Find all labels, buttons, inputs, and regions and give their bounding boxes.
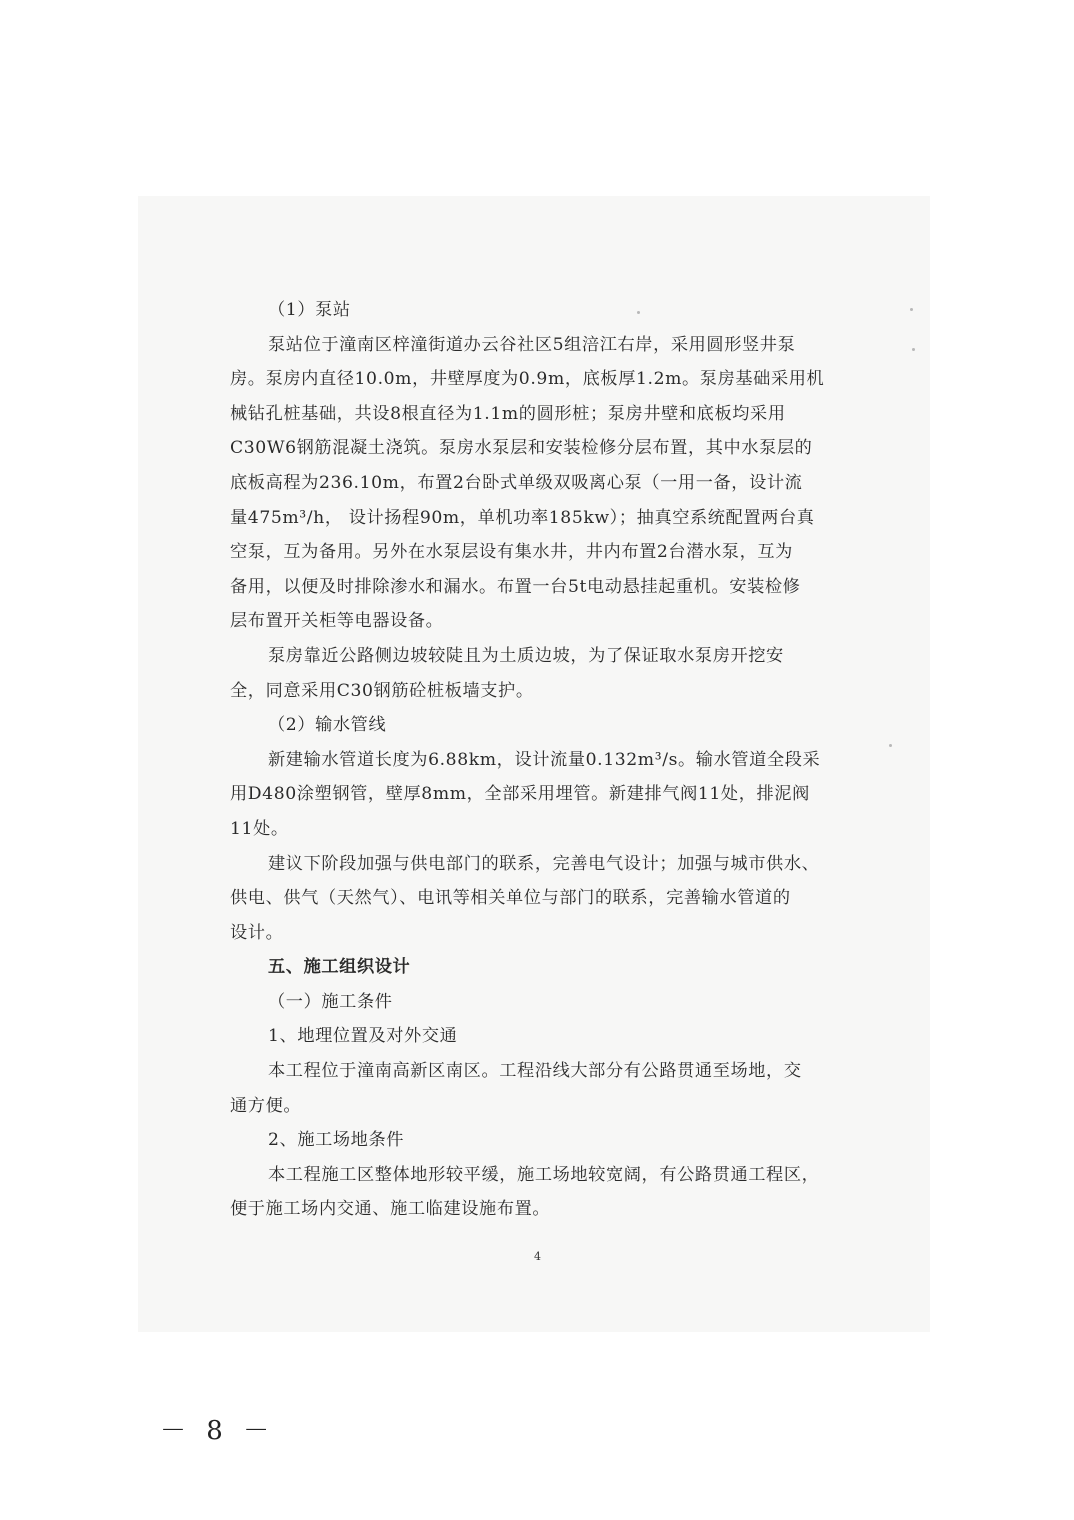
paragraph-line: 层布置开关柜等电器设备。 [230, 611, 444, 632]
paragraph-line: 设计。 [230, 922, 284, 943]
paragraph-line: 全，同意采用C30钢筋砼桩板墙支护。 [230, 680, 534, 701]
paragraph-line: 备用，以便及时排除渗水和漏水。布置一台5t电动悬挂起重机。安装检修 [230, 576, 801, 597]
paragraph-line: 底板高程为236.10m，布置2台卧式单级双吸离心泵（一用一备，设计流 [230, 472, 803, 493]
inner-page-number: 4 [534, 1250, 541, 1263]
outer-page-number: － 8 － [160, 1416, 276, 1446]
paragraph-line: 泵站位于潼南区梓潼街道办云谷社区5组涪江右岸，采用圆形竖井泵 [268, 334, 796, 355]
paragraph-line: 量475m³/h， 设计扬程90m，单机功率185kw）；抽真空系统配置两台真 [230, 507, 815, 528]
paragraph-line: 通方便。 [230, 1095, 302, 1116]
paragraph-line: 11处。 [230, 818, 289, 839]
paragraph-line: 房。泵房内直径10.0m，井壁厚度为0.9m，底板厚1.2m。泵房基础采用机 [230, 369, 825, 390]
scan-speck [912, 348, 915, 351]
paragraph-line: 本工程施工区整体地形较平缓，施工场地较宽阔，有公路贯通工程区， [268, 1164, 820, 1185]
section-heading-construction-design: 五、施工组织设计 [268, 957, 411, 978]
paragraph-line: C30W6钢筋混凝土浇筑。泵房水泵层和安装检修分层布置，其中水泵层的 [230, 438, 813, 459]
scan-speck [889, 744, 892, 747]
item-heading-location: 1、地理位置及对外交通 [268, 1026, 458, 1047]
paragraph-line: 械钻孔桩基础，共设8根直径为1.1m的圆形桩；泵房井壁和底板均采用 [230, 403, 786, 424]
paragraph-line: 泵房靠近公路侧边坡较陡且为土质边坡，为了保证取水泵房开挖安 [268, 645, 784, 666]
item-heading-site: 2、施工场地条件 [268, 1130, 405, 1151]
paragraph-line: 新建输水管道长度为6.88km，设计流量0.132m³/s。输水管道全段采 [268, 749, 821, 770]
paragraph-line: 供电、供气（天然气）、电讯等相关单位与部门的联系，完善输水管道的 [230, 888, 791, 909]
document-body [230, 293, 850, 1227]
paragraph-line: 本工程位于潼南高新区南区。工程沿线大部分有公路贯通至场地，交 [268, 1061, 802, 1082]
subsection-heading-conditions: （一）施工条件 [268, 991, 393, 1012]
paragraph-line: 建议下阶段加强与供电部门的联系，完善电气设计；加强与城市供水、 [268, 853, 820, 874]
paragraph-line: 用D480涂塑钢管，壁厚8mm，全部采用埋管。新建排气阀11处，排泥阀 [230, 784, 810, 805]
paragraph-line: 空泵，互为备用。另外在水泵层设有集水井，井内布置2台潜水泵，互为 [230, 542, 793, 563]
subsection-heading-pump-station: （1）泵站 [268, 300, 351, 320]
scan-speck [910, 308, 913, 311]
subsection-heading-pipeline: （2）输水管线 [268, 715, 387, 736]
paragraph-line: 便于施工场内交通、施工临建设施布置。 [230, 1199, 551, 1220]
